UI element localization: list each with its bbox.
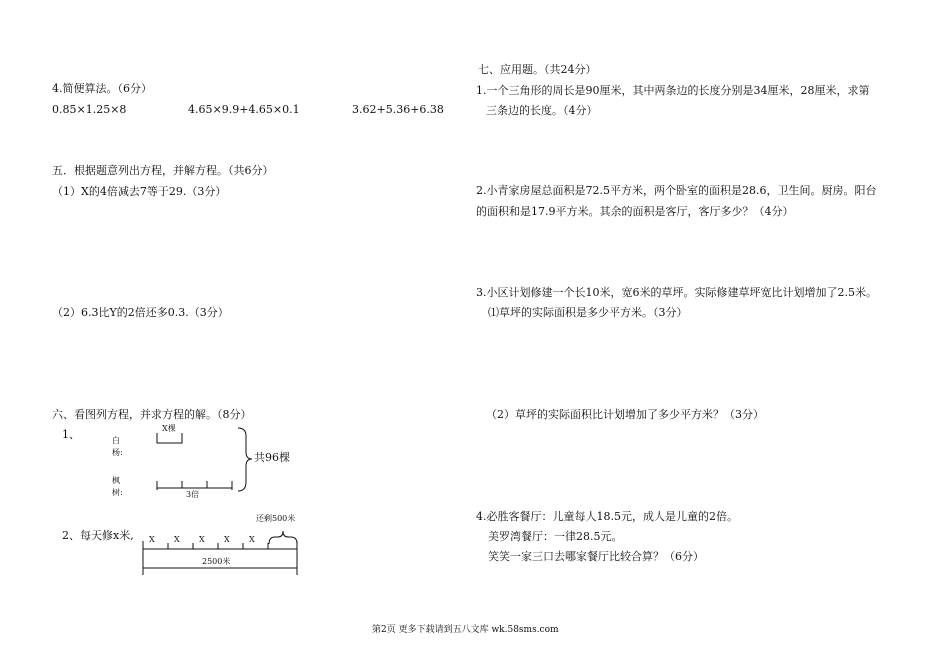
- diagram-2-x-mark: X: [199, 535, 205, 544]
- diagram-1-total-label: 共96棵: [254, 451, 290, 464]
- q1-line-2: 三条边的长度。（4分）: [486, 104, 598, 117]
- remain-brace: [269, 531, 297, 544]
- poplar-segment: [157, 433, 182, 443]
- diagram-1-feng-label: 枫: [112, 476, 120, 485]
- page-footer: 第2页 更多下载请到五八文库 wk.58sms.com: [372, 625, 559, 635]
- diagram-1-shu-label: 树:: [112, 488, 123, 497]
- diagram-2-remain-label: 还剩500米: [256, 514, 296, 523]
- diagram-2-x-mark: X: [149, 535, 155, 544]
- s4-question-3: 3.62+5.36+6.38: [352, 103, 444, 116]
- diagram-2-x-mark: X: [249, 535, 255, 544]
- diagram-1-3bei-label: 3倍: [186, 490, 200, 499]
- q4-line-2: 美罗湾餐厅：一律28.5元。: [488, 530, 623, 543]
- q4-line-1: 4.必胜客餐厅：儿童每人18.5元，成人是儿童的2倍。: [476, 510, 738, 523]
- diagram-2-total-label: 2500米: [202, 557, 231, 566]
- s4-question-1: 0.85×1.25×8: [52, 103, 127, 116]
- s4-question-2: 4.65×9.9+4.65×0.1: [188, 103, 300, 116]
- q3-line-1: 3.小区计划修建一个长10米，宽6米的草坪。实际修建草坪宽比计划增加了2.5米。: [476, 286, 877, 299]
- diagram-2-label: 2、每天修x米,: [62, 529, 134, 542]
- section-4-title: 4.简便算法。（6分）: [52, 82, 152, 95]
- q1-line-1: 1.一个三角形的周长是90厘米，其中两条边的长度分别是34厘米，28厘米，求第: [476, 84, 870, 97]
- diagram-2-x-mark: X: [174, 535, 180, 544]
- s5-question-1: （1）X的4倍减去7等于29.（3分）: [52, 185, 227, 198]
- q3-part-1: ⑴草坪的实际面积是多少平方米。（3分）: [488, 306, 688, 319]
- q4-line-3: 笑笑一家三口去哪家餐厅比较合算？（6分）: [488, 550, 704, 563]
- diagram-1-x-label: X棵: [162, 424, 176, 433]
- section-5-title: 五．根据题意列出方程，并解方程。（共6分）: [52, 164, 274, 177]
- q2-line-1: 2.小青家房屋总面积是72.5平方米，两个卧室的面积是28.6，卫生间。厨房。阳台: [476, 184, 877, 197]
- section-7-title: 七、应用题。（共24分）: [478, 63, 597, 76]
- q3-part-2: （2）草坪的实际面积比计划增加了多少平方米？（3分）: [486, 408, 764, 421]
- section-6-title: 六、看图列方程，并求方程的解。（8分）: [52, 408, 252, 421]
- q2-line-2: 的面积和是17.9平方米。其余的面积是客厅，客厅多少？（4分）: [476, 205, 794, 218]
- diagram-1-number: 1、: [62, 428, 80, 441]
- diagram-2-x-mark: X: [224, 535, 230, 544]
- diagram-1-yang-label: 杨:: [112, 448, 123, 457]
- total-brace: [238, 428, 252, 491]
- diagram-1-bai-label: 白: [112, 436, 120, 445]
- s5-question-2: （2）6.3比Y的2倍还多0.3.（3分）: [52, 306, 229, 319]
